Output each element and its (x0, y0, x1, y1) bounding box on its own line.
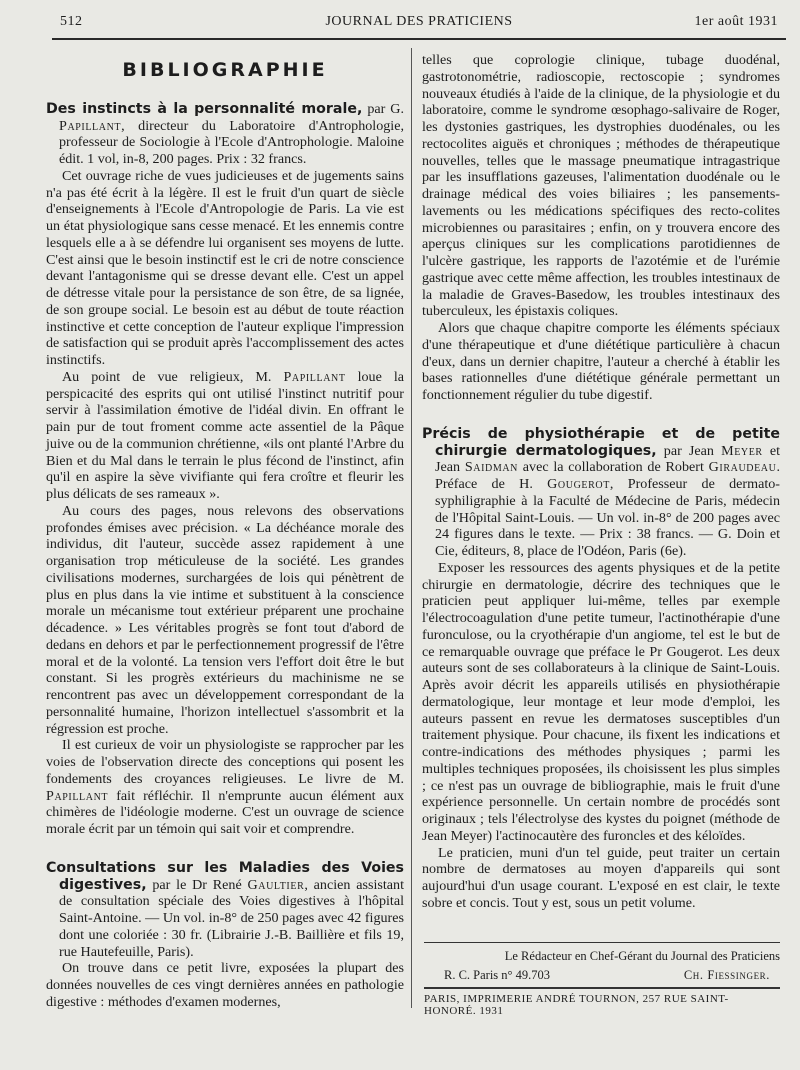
left-column (46, 52, 404, 1011)
review-entry-heading: Consultations sur les Maladies des Voies digestives, par le Dr René Gaultier, ancien assistant de consultation spéciale des Voies digestives à l'hôpital Saint-Antoine. — Un vol. in-8° de 250 pages avec 42 figures dont une coloriée : 30 fr. (Librairie J.-B. Baillière et fils 19, rue Hautefeuille, Paris). (46, 859, 404, 960)
page-number: 512 (60, 14, 83, 29)
paragraph: On trouve dans ce petit livre, exposées la plupart des données nouvelles de ces vingt dernières années en pathologie digestive : méthodes d'examen modernes, (46, 960, 404, 1010)
review-entry-heading: Des instincts à la personnalité morale, par G. Papillant, directeur du Laboratoire d'Antrophologie, professeur de Sociologie à l'Ecole d'Antrophologie. Maloine édit. 1 vol, in-8, 200 pages. Prix : 32 francs. (46, 100, 404, 167)
review-entry-heading: Précis de physiothérapie et de petite chirurgie dermatologiques, par Jean Meyer et Jean Saidman avec la collaboration de Robert Giraudeau. Préface de H. Gougerot, Professeur de dermato-syphiligraphie à la Faculté de Médecine de Paris, médecin de l'Hôpital Saint-Louis. — Un vol. in-8° de 200 pages avec 24 figures dans le texte. — Prix : 38 francs. — G. Doin et Cie, éditeurs, 8, place de l'Odéon, Paris (6e). (422, 425, 781, 559)
paragraph: Le praticien, muni d'un tel guide, peut traiter un certain nombre de dermatoses au moyen d'appareils qui sont aujourd'hui d'un usage courant. L'exposé en est clair, le texte sobre et concis. Tout y est, sous un petit volume. (422, 844, 780, 911)
paragraph: Alors que chaque chapitre comporte les éléments spéciaux d'une thérapeutique et d'une diététique particulière à chacun d'eux, dans un dernier chapitre, l'auteur a cherché à établir les bases rationnelles d'une diététique générale permettant un fonctionnement régulier du tube digestif. (422, 320, 780, 403)
issue-date: 1er août 1931 (694, 14, 778, 29)
spacer (422, 404, 780, 420)
spacer (46, 838, 404, 854)
column-divider (411, 48, 412, 1008)
footer-rule (424, 987, 780, 989)
editor-line: Le Rédacteur en Chef-Gérant du Journal des Praticiens (504, 949, 780, 963)
author-name: Giraudeau (708, 459, 777, 476)
footer-rule (424, 942, 780, 943)
running-header (60, 14, 778, 36)
author-name: Gougerot (547, 476, 610, 492)
author-name: Saidman (464, 459, 518, 476)
editor-name: Ch. Fiessinger. (683, 968, 770, 982)
book-title: Consultations sur les Maladies des Voies digestives, (46, 859, 404, 893)
paragraph: Cet ouvrage riche de vues judicieuses et de jugements sains n'a pas été écrit à la légère. Il est le fruit d'un quart de siècle d'enseignements à l'Ecole d'Antropologie de Paris. La vie est un état physiologique sans cesse menacé. Et les ennemis contre lesquels elle a à se défendre lui organisent ses moyens de lutte. C'est ainsi que le besoin instinctif est le cri de notre conscience devant l'antagonisme qui se dresse devant elle. C'est un appel de détresse vitale pour la persistance de son être, de sa lignée, de son groupe social. Le besoin est au début de toute réaction instinctive et cette conception de l'auteur explique l'impression de satisfaction qui se produit après l'accomplissement des actes instinctifs. (46, 167, 404, 368)
section-title: BIBLIOGRAPHIE (122, 59, 328, 81)
header-rule (52, 38, 786, 40)
journal-title: JOURNAL DES PRATICIENS (325, 14, 513, 29)
paragraph: Au cours des pages, nous relevons des observations profondes émises avec précision. « La déchéance morale des individus, dit l'auteur, succède assez rapidement à une organisation trop méticuleuse de la société. Les grandes civilisations modernes, surchargées de lois qui pénètrent de plus en plus dans la vie intime et substituent à la conscience morale un mécanisme tout extérieur préparent une prochaine décadence. » Les véritables progrès se font tout d'abord de dedans en dehors et par le perfectionnement progressif de l'être moral et de la volonté. La tension vers l'effort doit être le but constant. Si les progrès extérieurs du machinisme ne se rencontrent pas avec un développement correspondant de la personnalité humaine, l'horizon intellectuel s'assombrit et la régression est proche. (46, 502, 404, 737)
author-name: Gaultier (247, 876, 305, 893)
paragraph: Exposer les ressources des agents physiques et de la petite chirurgie en dermatologie, décrire des techniques que le praticien peut appliquer lui-même, telles par exemple l'électrocoagulation d'une petite tumeur, l'actinothérapie d'une furonculose, ou la cryothérapie d'un angiome, tel est le but de ce remarquable ouvrage que préface le Pr Gougerot. Les deux auteurs sont de ses collaborateurs à la clinique de Saint-Louis. Après avoir décrit les appareils utilisés en physiothérapie dermatologique, leur montage et leur mode d'emploi, les auteurs passent en revue les dermatoses susceptibles d'un traitement physique. Pour chacune, ils fixent les indications et contre-indications des méthodes physiques ; parmi les multiples techniques proposées, ils choisissent les plus simples ; ce n'est pas un ouvrage de bibliographie, mais le fruit d'une expérience personnelle. Un certain nombre de procédés sont originaux ; tels l'électrolyse des kystes du poignet (méthode de Jean Meyer) l'actinocautère des furoncles et des kéloïdes. (422, 559, 780, 844)
book-title: Des instincts à la personnalité morale, (46, 100, 363, 117)
printer-imprint: PARIS, IMPRIMERIE ANDRÉ TOURNON, 257 RUE SAINT-HONORÉ. 1931 (424, 993, 729, 1017)
registration-number: R. C. Paris n° 49.703 (444, 968, 551, 982)
author-name: Papillant (59, 117, 122, 134)
author-name: Meyer (721, 442, 763, 459)
paragraph: Au point de vue religieux, M. Papillant loue la perspicacité des esprits qui ont utilisé l'instinct nutritif pour servir à l'assimilation émotive de l'idéal divin. En offrant le pain pur de tout froment comme acte assentiel de la Pâque juive ou de la communion chrétienne, «ils ont planté l'Arbre du Bien et du Mal dans le terrain le plus fécond de l'instinct, afin qu'il en aspire la sève vivifiante qui fera croître et fleurir les plus délicats de ses rameaux ». (46, 368, 404, 502)
paragraph: Il est curieux de voir un physiologiste se rapprocher par les voies de l'observation directe des conceptions qui posent les fondements des croyances religieuses. Le livre de M. Papillant fait réfléchir. Il n'emprunte aucun élément aux chimères de l'idéologie moderne. C'est un ouvrage de science morale écrit par un témoin qui sait voir et comprendre. (46, 737, 404, 837)
paragraph: telles que coprologie clinique, tubage duodénal, gastrotonométrie, radioscopie, rectoscopie ; syndromes nouveaux étudiés à l'aide de la clinique, de la physiologie et du laboratoire, comme le syndrome œsophago-salivaire de Roger, les dystonies gastriques, les dystrophies duodénales, ou les rectocolites aiguës et chroniques ; méthodes de thérapeutique nouvelles, telles que le massage pneumatique intragastrique par les insufflations gazeuses, l'alimentation duodénale ou le drainage médical des voies biliaires ; les pansements-lavements ou les médications spécifiques des recto-colites microbiennes ou parasitaires ; enfin, on y trouvera encore des aperçus cliniques sur les complications parotidiennes de l'ulcère gastrique, les rapports de l'azotémie et de l'urémie gastrique avec cette même affection, les troubles intestinaux de la maladie de Graves-Basedow, les troubles intestinaux des tuberculeux, les épistaxis coliques. (422, 52, 780, 320)
book-title: Précis de physiothérapie et de petite chirurgie dermatologiques, (422, 425, 780, 459)
right-column (422, 52, 780, 912)
